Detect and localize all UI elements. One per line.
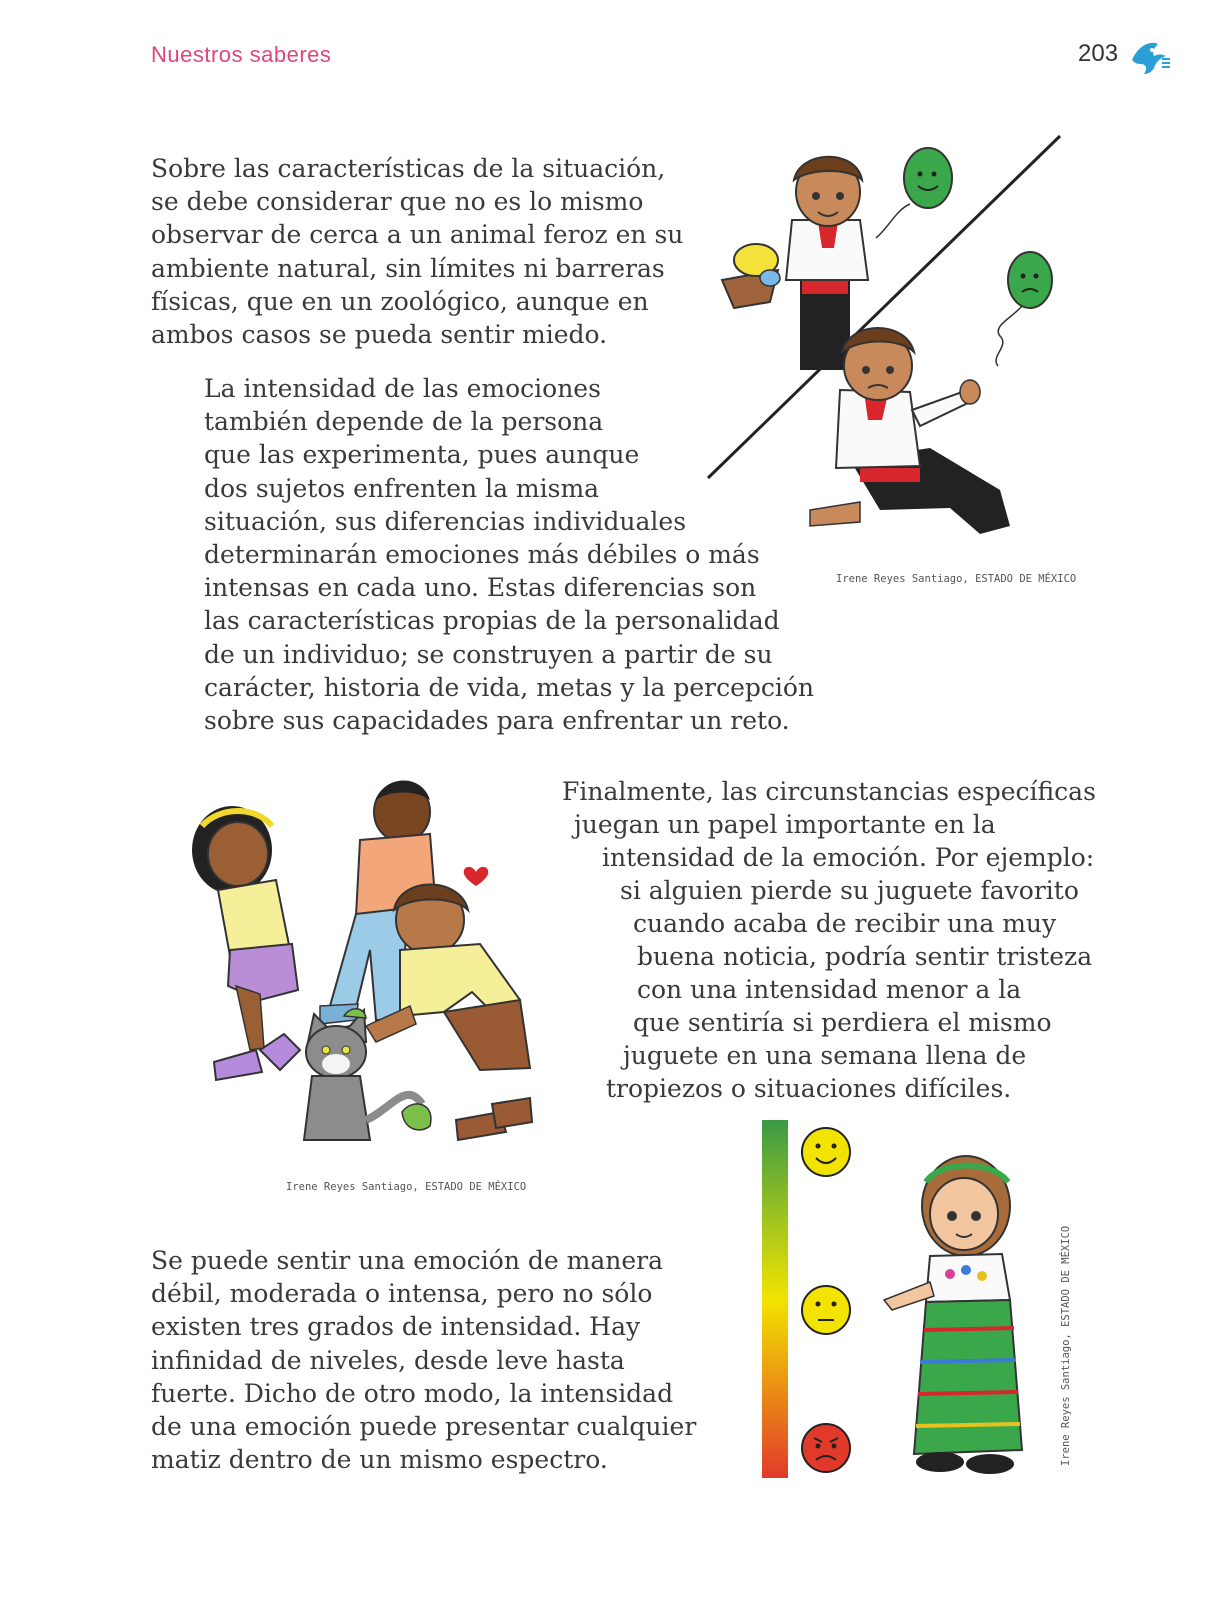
girl-figure bbox=[192, 806, 300, 1080]
text-line: físicas, que en un zoológico, aunque en bbox=[151, 286, 649, 316]
text-line: que las experimenta, pues aunque bbox=[204, 440, 640, 470]
image-credit: Irene Reyes Santiago, ESTADO DE MÉXICO bbox=[1060, 1225, 1072, 1466]
text-line: con una intensidad menor a la bbox=[637, 975, 1022, 1004]
text-line: buena noticia, podría sentir tristeza bbox=[637, 942, 1093, 971]
happy-boy-figure bbox=[722, 148, 952, 370]
text-line: existen tres grados de intensidad. Hay bbox=[151, 1312, 641, 1342]
happy-face-icon bbox=[802, 1128, 850, 1176]
text-line: matiz dentro de un mismo espectro. bbox=[151, 1445, 608, 1475]
text-line: ambos casos se pueda sentir miedo. bbox=[151, 320, 608, 350]
text-line: Sobre las características de la situación, bbox=[151, 154, 666, 183]
text-line: determinarán emociones más débiles o más bbox=[204, 540, 760, 570]
intensity-scale bbox=[760, 1120, 860, 1490]
text-line: observar de cerca a un animal feroz en su bbox=[151, 220, 684, 250]
text-line: situación, sus diferencias individuales bbox=[204, 506, 687, 536]
intensity-gradient-bar bbox=[762, 1120, 788, 1478]
text-line: se debe considerar que no es lo mismo bbox=[151, 187, 644, 217]
paragraph-situation-characteristics bbox=[151, 152, 683, 351]
image-credit: Irene Reyes Santiago, ESTADO DE MÉXICO bbox=[286, 1181, 527, 1193]
text-line: carácter, historia de vida, metas y la percepción bbox=[204, 672, 815, 702]
text-line: de un individuo; se construyen a partir de su bbox=[204, 639, 773, 669]
text-line: cuando acaba de recibir una muy bbox=[633, 909, 1057, 938]
text-line: tropiezos o situaciones difíciles. bbox=[606, 1074, 1012, 1103]
green-balloon-icon bbox=[904, 148, 952, 208]
angry-face-icon bbox=[802, 1424, 850, 1472]
illustration-children-cat bbox=[180, 780, 540, 1170]
illustration-girl-traditional-dress bbox=[880, 1150, 1040, 1490]
text-line: Se puede sentir una emoción de manera bbox=[151, 1246, 663, 1275]
text-line: fuerte. Dicho de otro modo, la intensidad bbox=[151, 1378, 674, 1408]
illustration-boy-balloon bbox=[700, 130, 1080, 550]
section-title: Nuestros saberes bbox=[151, 42, 332, 67]
text-line: dos sujetos enfrenten la misma bbox=[204, 473, 600, 503]
image-credit: Irene Reyes Santiago, ESTADO DE MÉXICO bbox=[836, 573, 1077, 585]
text-line: si alguien pierde su juguete favorito bbox=[620, 876, 1079, 905]
text-line: las características propias de la personalidad bbox=[204, 606, 780, 636]
text-line: de una emoción puede presentar cualquier bbox=[151, 1412, 697, 1442]
text-line: infinidad de niveles, desde leve hasta bbox=[151, 1345, 625, 1375]
green-balloon-icon bbox=[1008, 252, 1052, 308]
text-line: que sentiría si perdiera el mismo bbox=[633, 1008, 1052, 1037]
text-line: intensas en cada uno. Estas diferencias son bbox=[204, 573, 757, 603]
text-line: juegan un papel importante en la bbox=[574, 810, 996, 839]
bird-logo-icon bbox=[1128, 38, 1172, 78]
text-line: La intensidad de las emociones bbox=[204, 374, 601, 403]
text-line: intensidad de la emoción. Por ejemplo: bbox=[602, 843, 1095, 872]
text-line: sobre sus capacidades para enfrentar un reto. bbox=[204, 706, 790, 736]
text-line: débil, moderada o intensa, pero no sólo bbox=[151, 1279, 653, 1309]
text-line: también depende de la persona bbox=[204, 407, 604, 437]
neutral-face-icon bbox=[802, 1286, 850, 1334]
text-line: Finalmente, las circunstancias específicas bbox=[562, 777, 1096, 806]
paragraph-intensity-spectrum bbox=[151, 1244, 696, 1476]
text-line: juguete en una semana llena de bbox=[623, 1041, 1027, 1070]
text-line: ambiente natural, sin límites ni barreras bbox=[151, 253, 665, 283]
page-number: 203 bbox=[1078, 40, 1119, 67]
